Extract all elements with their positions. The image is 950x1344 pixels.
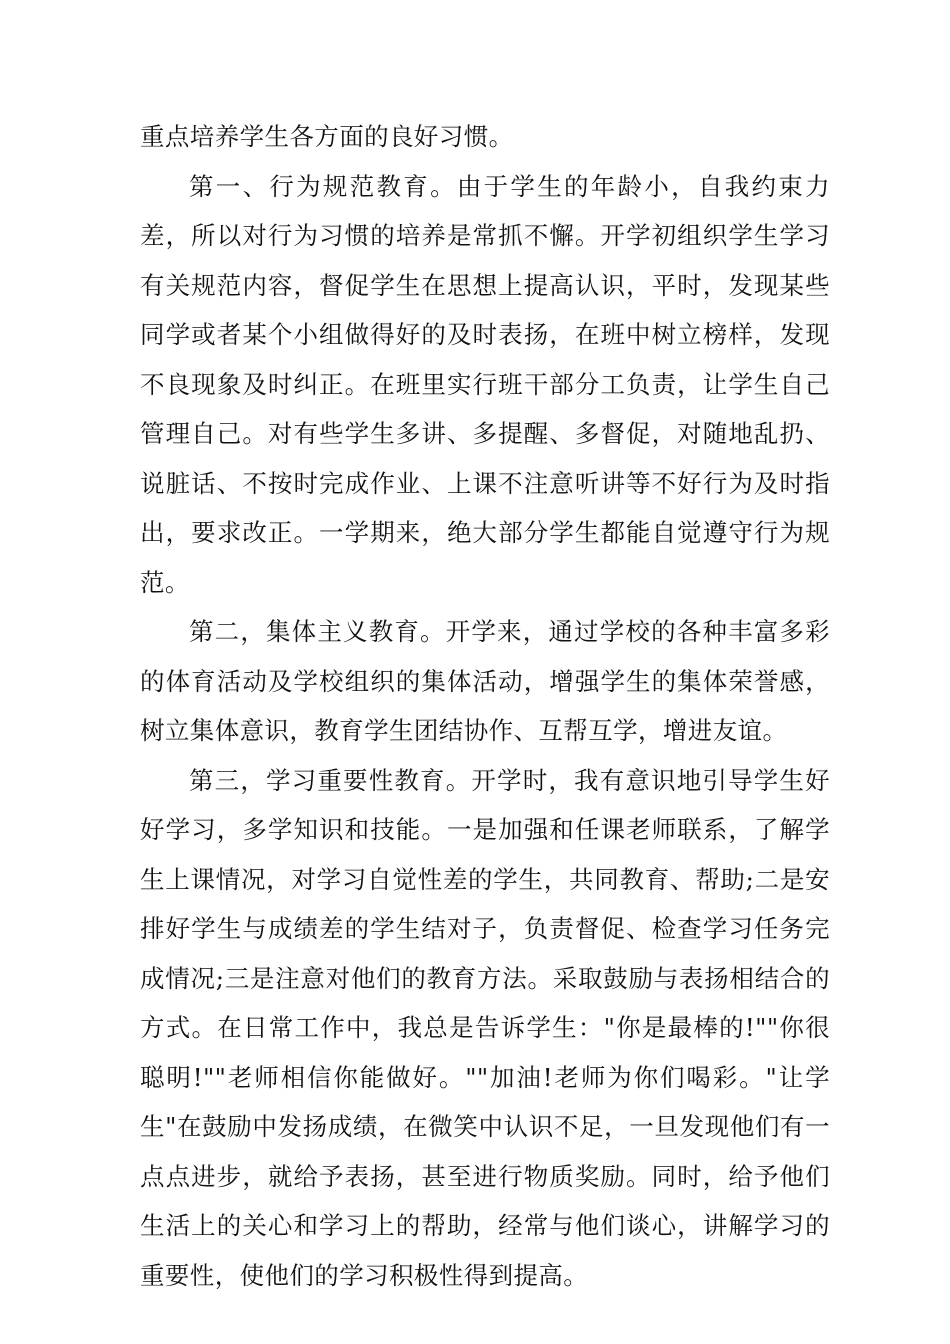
paragraph-continuation: 重点培养学生各方面的良好习惯。 [140, 122, 514, 151]
paragraph-collectivism-education: 第二，集体主义教育。开学来，通过学校的各种丰富多彩的体育活动及学校组织的集体活动，增强学生的集体荣誉感，树立集体意识，教育学生团结协作、互帮互学，增进友谊。 [140, 617, 830, 745]
paragraph-behavior-education: 第一、行为规范教育。由于学生的年龄小，自我约束力差，所以对行为习惯的培养是常抓不懈。开学初组织学生学习有关规范内容，督促学生在思想上提高认识，平时，发现某些同学或者某个小组做得好的及时表扬，在班中树立榜样，发现不良现象及时纠正。在班里实行班干部分工负责，让学生自己管理自己。对有些学生多讲、多提醒、多督促，对随地乱扔、说脏话、不按时完成作业、上课不注意听讲等不好行为及时指出，要求改正。一学期来，绝大部分学生都能自觉遵守行为规范。 [140, 171, 830, 597]
document-body [140, 112, 830, 1300]
paragraph-learning-importance: 第三，学习重要性教育。开学时，我有意识地引导学生好好学习，多学知识和技能。一是加强和任课老师联系，了解学生上课情况，对学习自觉性差的学生，共同教育、帮助;二是安排好学生与成绩差的学生结对子，负责督促、检查学习任务完成情况;三是注意对他们的教育方法。采取鼓励与表扬相结合的方式。在日常工作中，我总是告诉学生："你是最棒的!""你很聪明!""老师相信你能做好。""加油!老师为你们喝彩。"让学生"在鼓励中发扬成绩，在微笑中认识不足，一旦发现他们有一点点进步，就给予表扬，甚至进行物质奖励。同时，给予他们生活上的关心和学习上的帮助，经常与他们谈心，讲解学习的重要性，使他们的学习积极性得到提高。 [140, 765, 830, 1290]
